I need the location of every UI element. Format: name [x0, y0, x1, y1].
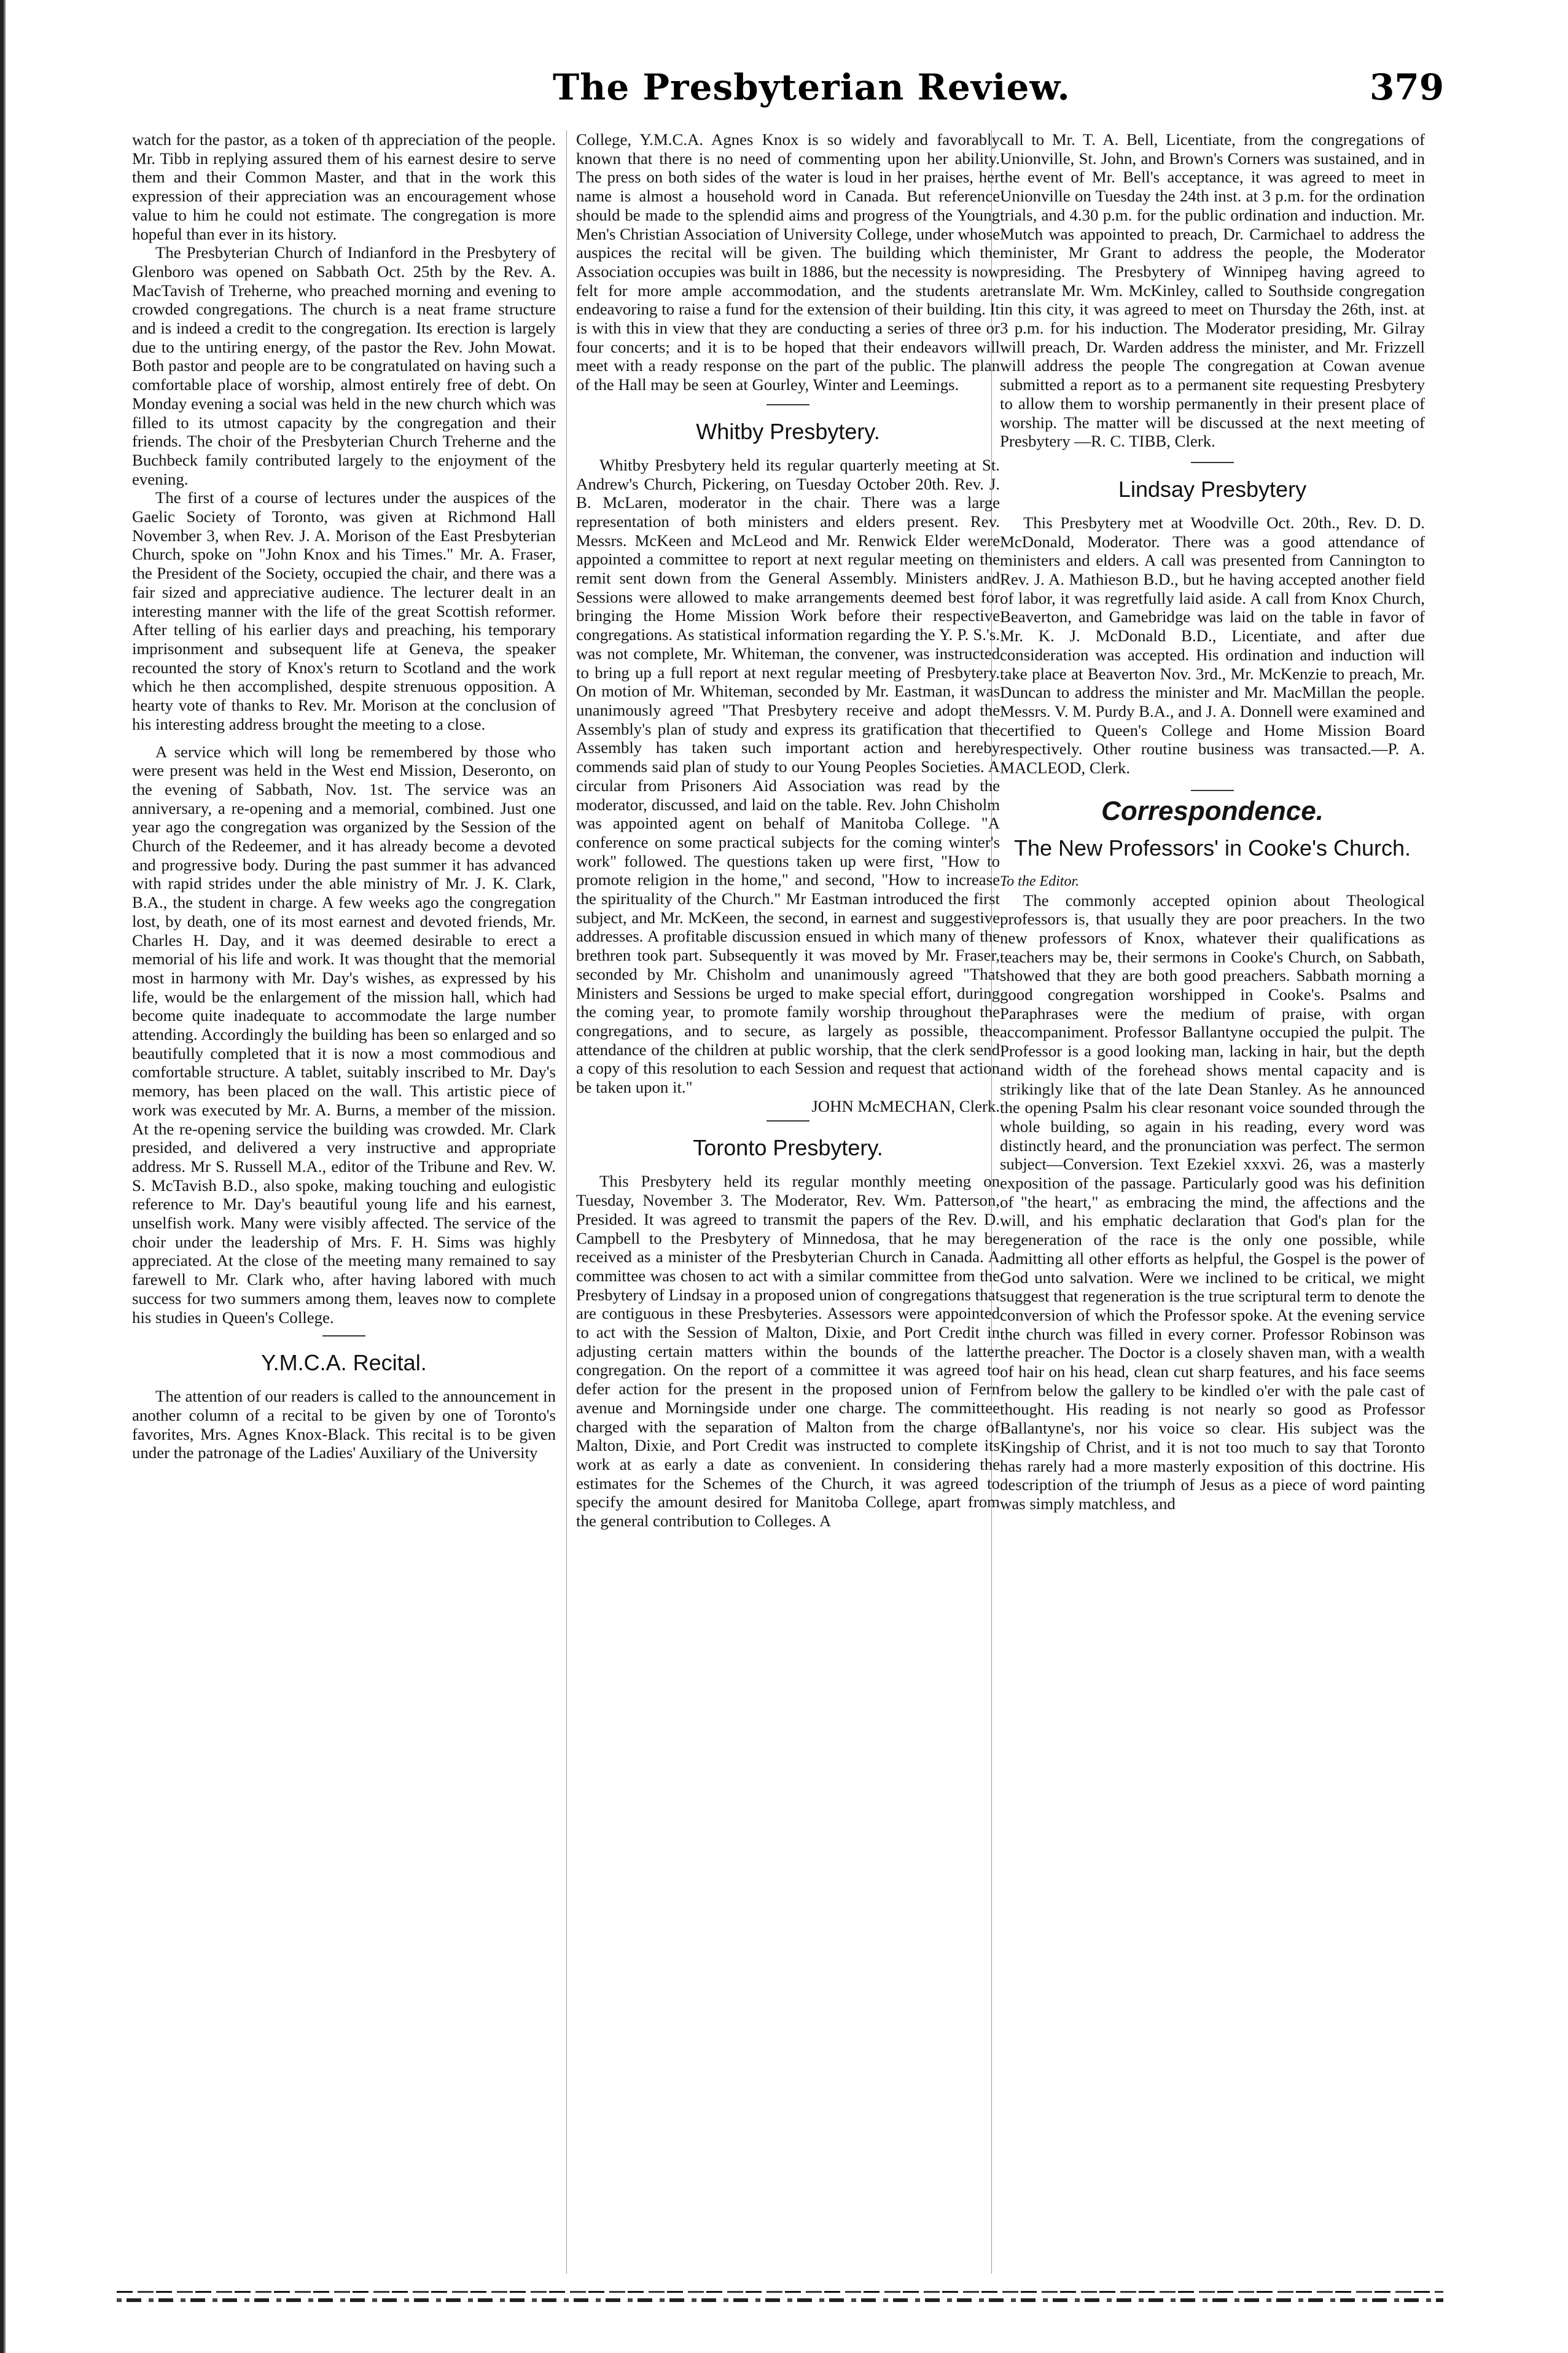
section-title-ymca-recital: Y.M.C.A. Recital.: [261, 1350, 427, 1376]
column-1: [132, 130, 556, 1462]
page-edge-shadow: [0, 0, 11, 2353]
article-title-new-professors: The New Professors' in Cooke's Church.: [1014, 835, 1411, 860]
section-divider: [1191, 462, 1234, 463]
paragraph: The Presbyterian Church of Indianford in the Presbytery of Glenboro was opened on Sabbath Oct. 25th by the Rev. A. MacTavish of Treherne, who preached morning and evening to crowded congregations. The church is a neat frame structure and is indeed a credit to the congregation. Its erection is largely due to the untiring energy, of the pastor the Rev. John Mowat. Both pastor and people are to be congratulated on having such a comfortable place of worship, almost entirely free of debt. On Monday evening a social was held in the new church which was filled to its utmost capacity by the congregation and their friends. The choir of the Presbyterian Church Treherne and the Buchbeck family contributed largely to the enjoyment of the evening.: [132, 243, 556, 488]
section-title-lindsay-presbytery: Lindsay Presbytery: [1118, 476, 1307, 502]
section-divider: [766, 404, 809, 405]
paragraph: College, Y.M.C.A. Agnes Knox is so widely and favorably known that there is no need of commenting upon her ability. The press on both sides of the water is loud in her praises, her name is almost a household word in Canada. But reference should be made to the splendid aims and progress of the Young Men's Christian Association of University College, under whose auspices the recital will be given. The building which the Association occupies was built in 1886, but the necessity is now felt for more ample accommodation, and the students are endeavoring to raise a fund for the extension of their building. It is with this in view that they are conducting a series of three or four concerts; and it is to be hoped that their endeavors will meet with a ready response on the part of the public. The plan of the Hall may be seen at Gourley, Winter and Leemings.: [576, 130, 1000, 394]
publication-title: The Presbyterian Review.: [553, 66, 1071, 108]
section-divider: [1191, 790, 1234, 791]
paragraph: watch for the pastor, as a token of th appreciation of the people. Mr. Tibb in replying assured them of his earnest desire to serve them and their Common Master, and that in the work this expression of their appreciation was an encouragement whose value to him he could not estimate. The congregation is more hopeful than ever in its history.: [132, 130, 556, 243]
page-number: 379: [1370, 66, 1445, 108]
bottom-rule-noise: [117, 2298, 1443, 2302]
section-divider: [322, 1335, 365, 1336]
section-divider: [766, 1120, 809, 1122]
paragraph: The attention of our readers is called to the announcement in another column of a recital to be given by one of Toronto's favorites, Mrs. Agnes Knox-Black. This recital is to be given under the patronage of the Ladies' Auxiliary of the University: [132, 1387, 556, 1462]
salutation: To the Editor.: [1000, 873, 1080, 889]
section-title-correspondence: Correspondence.: [1101, 795, 1324, 826]
paragraph: Whitby Presbytery held its regular quarterly meeting at St. Andrew's Church, Pickering, on Tuesday October 20th. Rev. J. B. McLaren, moderator in the chair. There was a large representation of both ministers and elders present. Rev. Messrs. McKeen and McLeod and Mr. Renwick Elder were appointed a committee to report at next regular meeting on the remit sent down from the General Assembly. Ministers and Sessions were allowed to make arrangements deemed best for bringing the Home Mission Work before their respective congregations. As statistical information regarding the Y. P. S.'s. was not complete, Mr. Whiteman, the convener, was instructed to bring up a full report at next regular meeting of Presbytery. On motion of Mr. Whiteman, seconded by Mr. Eastman, it was unanimously agreed "That Presbytery receive and adopt the Assembly's plan of study and express its gratification that the Assembly has taken such important action and hereby commends said plan of study to our Young Peoples Societies. A circular from Prisoners Aid Association was read by the moderator, discussed, and laid on the table. Rev. John Chisholm was appointed agent on behalf of Manitoba College. "A conference on some practical subjects for the coming winter's work" followed. The questions taken up were first, "How to promote religion in the home," and second, "How to increase the spirituality of the Church." Mr Eastman introduced the first subject, and Mr. McKeen, the second, in earnest and suggestive addresses. A profitable discussion ensued in which many of the brethren took part. Subsequently it was moved by Mr. Fraser, seconded by Mr. Chisholm and unanimously agreed "That Ministers and Sessions be urged to make special effort, during the coming year, to promote family worship throughout the congregations, and to secure, as largely as possible, the attendance of the children at public worship, that the clerk send a copy of this resolution to each Session and request that action be taken upon it.": [576, 455, 1000, 1097]
paragraph: This Presbytery held its regular monthly meeting on Tuesday, November 3. The Moderator, Rev. Wm. Patterson, Presided. It was agreed to transmit the papers of the Rev. D. Campbell to the Presbytery of Minnedosa, that he may be received as a minister of the Presbyterian Church in Canada. A committee was chosen to act with a similar committee from the Presbytery of Lindsay in a proposed union of congregations that are contiguous in these Presbyteries. Assessors were appointed to act with the Session of Malton, Dixie, and Port Credit in adjusting certain matters within the bounds of the latter congregation. On the report of a committee it was agreed to defer action for the present in the proposed union of Fern avenue and Morningside under one charge. The committee charged with the separation of Malton from the charge of Malton, Dixie, and Port Credit was instructed to complete its work at as early a date as convenient. In considering the estimates for the Schemes of the Church, it was agreed to specify the amount desired for Manitoba College, apart from the general contribution to Colleges. A: [576, 1172, 1000, 1531]
paragraph: The commonly accepted opinion about Theological professors is, that usually they are poor preachers. In the two new professors of Knox, whatever their qualifications as teachers may be, their sermons in Cooke's Church, on Sabbath, showed that they are both good preachers. Sabbath morning a good congregation worshipped in Cooke's. Psalms and Paraphrases were the medium of praise, with organ accompaniment. Professor Ballantyne occupied the pulpit. The Professor is a good looking man, lacking in hair, but the depth and width of the forehead shows mental capacity and is strikingly like that of the late Dean Stanley. As he announced the opening Psalm his clear resonant voice sounded through the whole building, so again in his reading, every word was distinctly heard, and the pronunciation was perfect. The sermon subject—Conversion. Text Ezekiel xxxvi. 26, was a masterly exposition of the passage. Particularly good was his definition of "the heart," as embracing the mind, the affections and the will, and his emphatic declaration that God's plan for the regeneration of the race is the only one possible, while admitting all other efforts as helpful, the Gospel is the power of God unto salvation. Were we inclined to be critical, we might suggest that regeneration is the true scriptural term to denote the conversion of which the Professor spoke. At the evening service the church was filled in every corner. Professor Robinson was the preacher. The Doctor is a closely shaven man, with a wealth of hair on his head, clean cut sharp features, and his face seems from below the gallery to be kindled o'er with the pale cast of thought. His reading is not nearly so good as Professor Ballantyne's, nor his voice so clear. His subject was the Kingship of Christ, and it is not too much to say that Toronto has rarely had a more masterly exposition of this doctrine. His description of the triumph of Jesus as a piece of word painting was simply matchless, and: [1000, 891, 1425, 1513]
paragraph: The first of a course of lectures under the auspices of the Gaelic Society of Toronto, was given at Richmond Hall November 3, when Rev. J. A. Morison of the East Presbyterian Church, spoke on "John Knox and his Times." Mr. A. Fraser, the President of the Society, occupied the chair, and there was a fair sized and appreciative audience. The lecturer dealt in an interesting manner with the life of the great Scottish reformer. After telling of his earlier days and preaching, his temporary imprisonment and subsequent life at Geneva, the speaker recounted the story of Knox's return to Scotland and the work which he then accomplished, despite strenuous opposition. A hearty vote of thanks to Rev. Mr. Morison at the conclusion of his interesting address brought the meeting to a close.: [132, 488, 556, 733]
bottom-rule: [117, 2291, 1443, 2293]
paragraph: call to Mr. T. A. Bell, Licentiate, from the congregations of Unionville, St. John, and Brown's Corners was sustained, and in the event of Mr. Bell's acceptance, it was agreed to meet in Unionville on Tuesday the 24th inst. at 3 p.m. for the ordination trials, and 4.30 p.m. for the public ordination and induction. Mr. Mutch was appointed to preach, Dr. Carmichael to address the minister, Mr Grant to address the people, the Moderator presiding. The Presbytery of Winnipeg having agreed to translate Mr. Wm. McKinley, called to Southside congregation in this city, it was agreed to meet on Thursday the 26th, inst. at 3 p.m. for his induction. The Moderator presiding, Mr. Gilray will preach, Dr. Warden address the minister, and Mr. Frizzell will address the people The congregation at Cowan avenue submitted a report as to a permanent site requesting Presbytery to allow them to worship permanently in their present place of worship. The matter will be discussed at the next meeting of Presbytery —R. C. TIBB, Clerk.: [1000, 130, 1425, 451]
section-title-whitby-presbytery: Whitby Presbytery.: [696, 418, 880, 444]
column-2: [576, 130, 1000, 1531]
section-title-toronto-presbytery: Toronto Presbytery.: [693, 1135, 883, 1161]
column-3: [1000, 130, 1425, 1513]
column-rule: [566, 130, 567, 2274]
signature: JOHN McMECHAN, Clerk.: [811, 1096, 1000, 1115]
paragraph: This Presbytery met at Woodville Oct. 20th., Rev. D. D. McDonald, Moderator. There was a good attendance of ministers and elders. A call was presented from Cannington to Rev. J. A. Mathieson B.D., but he having accepted another field of labor, it was regretfully laid aside. A call from Knox Church, Beaverton, and Gamebridge was laid on the table in favor of Mr. K. J. McDonald B.D., Licentiate, and after due consideration was accepted. His ordination and induction will take place at Beaverton Nov. 3rd., Mr. McKenzie to preach, Mr. Duncan to address the minister and Mr. MacMillan the people. Messrs. V. M. Purdy B.A., and J. A. Donnell were examined and certified to Queen's College and Home Mission Board respectively. Other routine business was transacted.—P. A. MACLEOD, Clerk.: [1000, 513, 1425, 778]
paragraph: A service which will long be remembered by those who were present was held in the West end Mission, Deseronto, on the evening of Sabbath, Nov. 1st. The service was an anniversary, a re-opening and a memorial, combined. Just one year ago the congregation was organized by the Session of the Church of the Redeemer, and it has already become a devoted and progressive body. During the past summer it has advanced with rapid strides under the able ministry of Mr. J. K. Clark, B.A., the student in charge. A few weeks ago the congregation lost, by death, one of its most earnest and devoted friends, Mr. Charles H. Day, and it was deemed desirable to erect a memorial of his life and work. It was thought that the memorial most in harmony with Mr. Day's wishes, as expressed by his life, would be the enlargement of the mission hall, which had become quite inadequate to accommodate the large number attending. Accordingly the building has been so enlarged and so beautifully completed that it is now a most commodious and comfortable structure. A tablet, suitably inscribed to Mr. Day's memory, has been placed on the wall. This artistic piece of work was executed by Mr. A. Burns, a member of the mission. At the re-opening service the building was crowded. Mr. Clark presided, and delivered a very instructive and appropriate address. Mr S. Russell M.A., editor of the Tribune and Rev. W. S. McTavish B.D., also spoke, making touching and eulogistic reference to Mr. Day's beautiful young life and his earnest, unselfish work. Many were visibly affected. The service of the choir under the leadership of Mrs. F. H. Sims was highly appreciated. At the close of the meeting many remained to say farewell to Mr. Clark who, after having labored with much success for two summers among them, leaves now to complete his studies in Queen's College.: [132, 742, 556, 1327]
